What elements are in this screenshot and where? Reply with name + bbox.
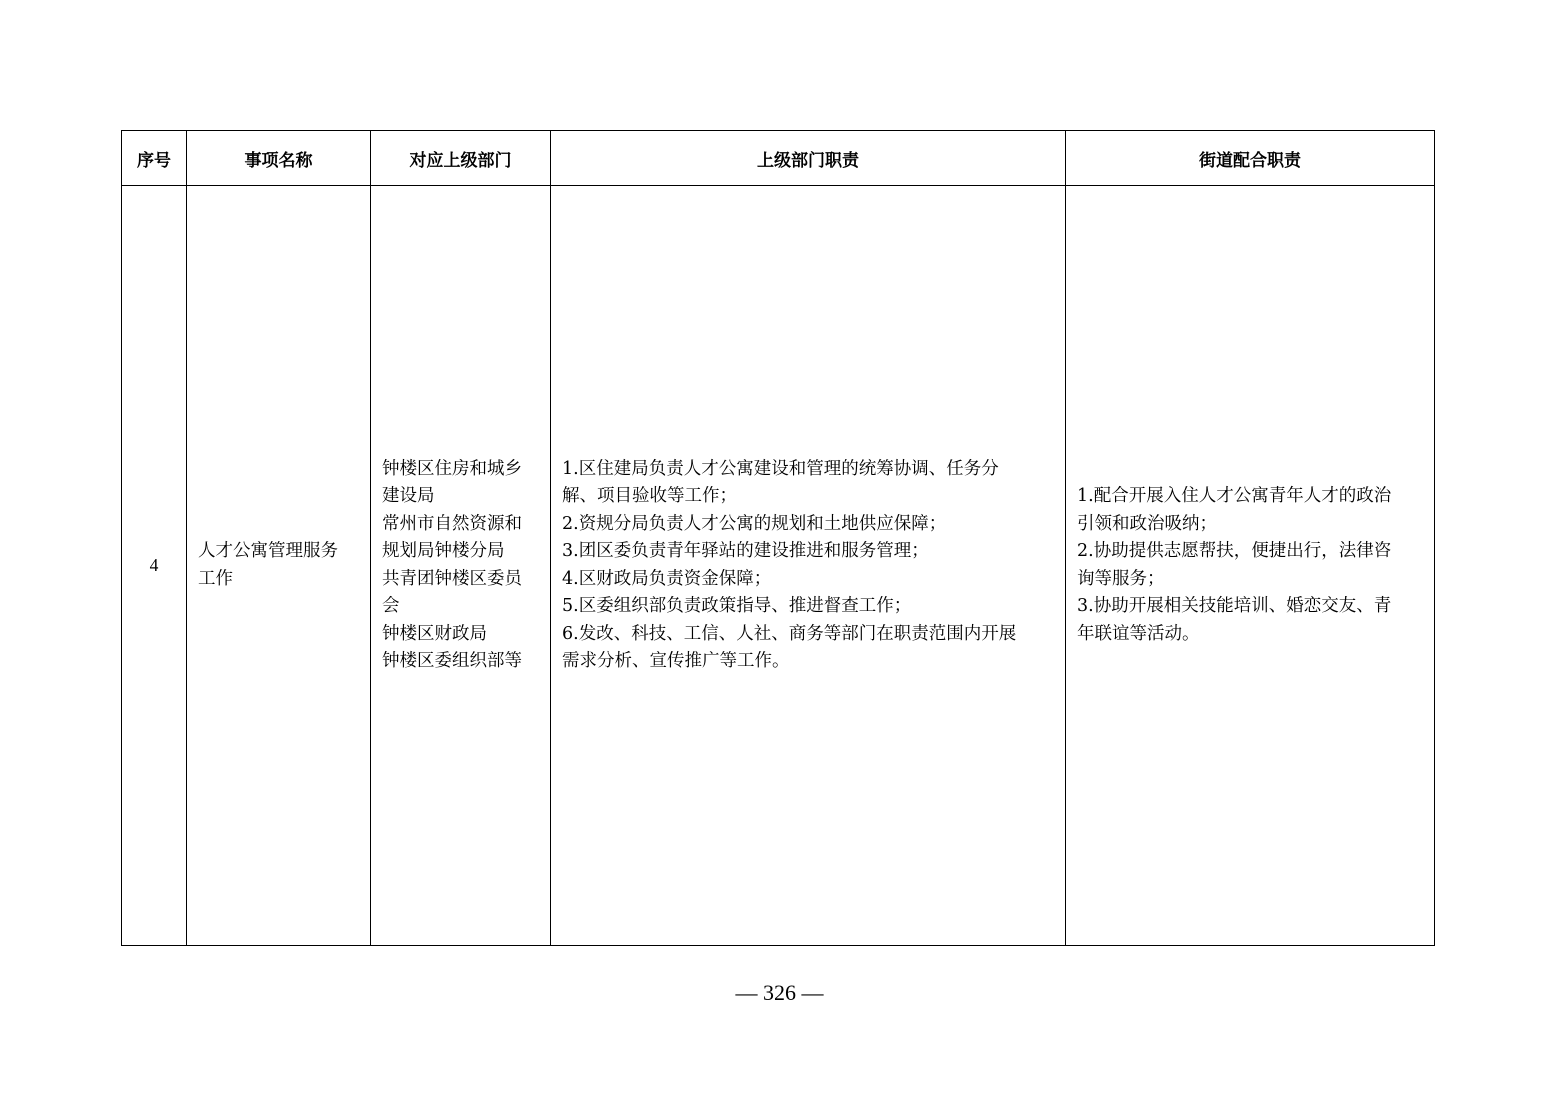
dept-duty-line: 解、项目验收等工作； — [562, 486, 737, 506]
header-street-duties: 街道配合职责 — [1066, 131, 1435, 186]
street-duty-line: 询等服务； — [1077, 568, 1165, 589]
department-line: 钟楼区委组织部等 — [382, 651, 522, 671]
item-name-line: 工作 — [198, 568, 233, 589]
cell-dept-duties — [551, 186, 1066, 946]
header-seq: 序号 — [122, 131, 187, 186]
street-duty-line: 1.配合开展入住人才公寓青年人才的政治 — [1077, 486, 1392, 506]
street-duty-line: 2.协助提供志愿帮扶，便捷出行，法律咨 — [1077, 541, 1392, 561]
dept-duty-line: 3.团区委负责青年驿站的建设推进和服务管理； — [562, 541, 929, 561]
page-number: — 326 — — [735, 980, 824, 1005]
cell-department — [371, 186, 551, 946]
dept-duty-line: 1.区住建局负责人才公寓建设和管理的统筹协调、任务分 — [562, 458, 999, 479]
department-line: 钟楼区住房和城乡 — [382, 458, 522, 479]
table-header-row — [122, 131, 1435, 186]
street-duty-line: 年联谊等活动。 — [1077, 623, 1200, 644]
department-line: 会 — [382, 596, 400, 616]
department-line: 共青团钟楼区委员 — [382, 568, 522, 589]
dept-duty-line: 6.发改、科技、工信、人社、商务等部门在职责范围内开展 — [562, 623, 1017, 644]
duty-table — [121, 130, 1435, 946]
table-row — [122, 186, 1435, 946]
department-line: 常州市自然资源和 — [382, 513, 522, 534]
header-dept-duties: 上级部门职责 — [551, 131, 1066, 186]
department-line: 建设局 — [382, 486, 435, 506]
department-line: 规划局钟楼分局 — [382, 541, 505, 561]
dept-duty-line: 4.区财政局负责资金保障； — [562, 568, 772, 589]
header-item-name: 事项名称 — [187, 131, 371, 186]
dept-duty-line: 需求分析、宣传推广等工作。 — [562, 651, 790, 671]
department-line: 钟楼区财政局 — [382, 623, 487, 644]
header-department: 对应上级部门 — [371, 131, 551, 186]
cell-seq: 4 — [122, 186, 187, 946]
cell-street-duties — [1066, 186, 1435, 946]
item-name-line: 人才公寓管理服务 — [198, 541, 338, 561]
dept-duty-line: 5.区委组织部负责政策指导、推进督查工作； — [562, 596, 912, 616]
cell-item-name — [187, 186, 371, 946]
street-duty-line: 引领和政治吸纳； — [1077, 513, 1217, 534]
street-duty-line: 3.协助开展相关技能培训、婚恋交友、青 — [1077, 596, 1392, 616]
dept-duty-line: 2.资规分局负责人才公寓的规划和土地供应保障； — [562, 513, 947, 534]
